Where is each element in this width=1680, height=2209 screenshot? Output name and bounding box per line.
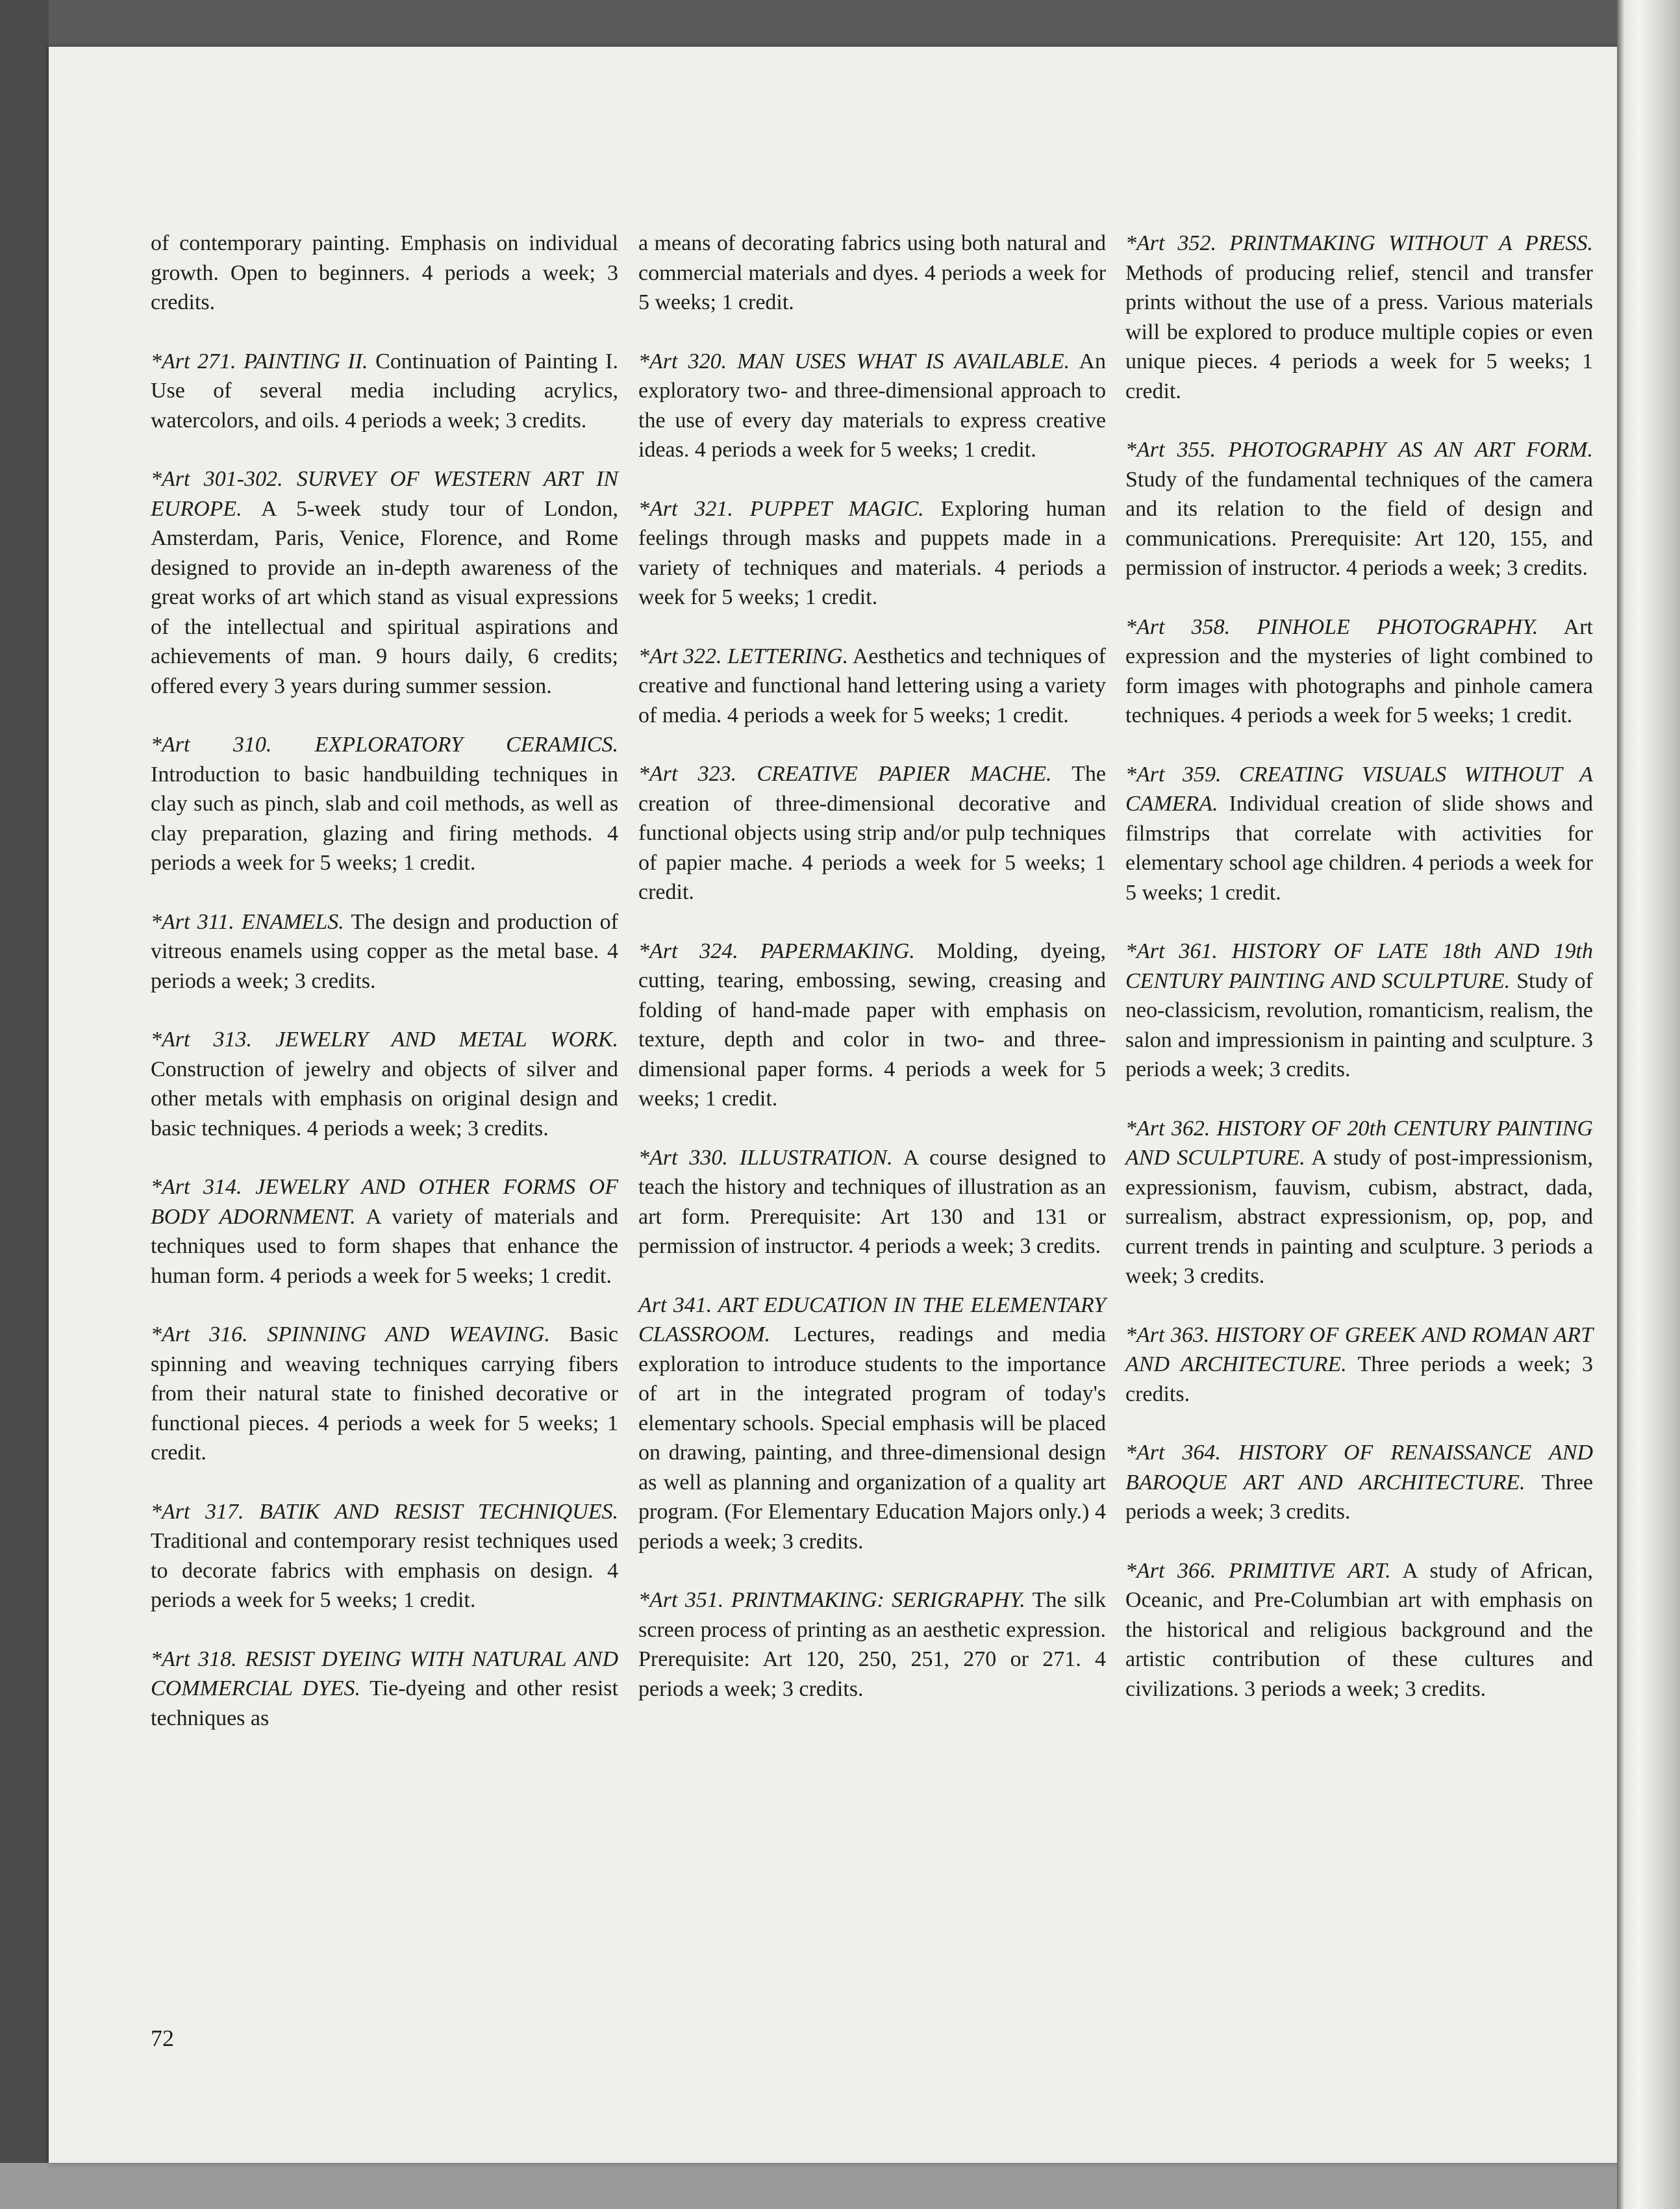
scan-background-top (0, 0, 1680, 47)
course-description: Study of neo-classicism, revolution, romanticism, realism, the salon and impressionism in painting and sculpture. 3 periods a week; 3 credits. (1125, 968, 1593, 1081)
course-title: *Art 317. BATIK AND RESIST TECHNIQUES. (151, 1499, 618, 1524)
course-entry (638, 642, 1106, 731)
course-entry (1125, 937, 1593, 1085)
course-description: a means of decorating fabrics using both natural and commercial materials and dyes. 4 periods a week for 5 weeks; 1 credit. (638, 231, 1106, 314)
course-title: *Art 318. RESIST DYEING WITH NATURAL AND COMMERCIAL DYES. (151, 1647, 618, 1700)
course-title: *Art 330. ILLUSTRATION. (638, 1145, 893, 1170)
course-title: *Art 314. JEWELRY AND OTHER FORMS OF BODY ADORNMENT. (151, 1175, 618, 1229)
course-title: *Art 320. MAN USES WHAT IS AVAILABLE. (638, 349, 1070, 373)
course-description: Study of the fundamental techniques of the camera and its relation to the field of design and communications. Prerequisite: Art 120, 155, and permission of instructor. 4 periods a week; 3 credits. (1125, 467, 1593, 580)
course-description: Three periods a week; 3 credits. (1125, 1352, 1593, 1406)
course-description: A study of African, Oceanic, and Pre-Columbian art with emphasis on the historical and religious background and the artistic contribution of these cultures and civilizations. 3 periods a week; 3 credits. (1125, 1558, 1593, 1701)
course-title: *Art 321. PUPPET MAGIC. (638, 496, 924, 521)
course-entry (151, 1172, 618, 1291)
course-description: of contemporary painting. Emphasis on individual growth. Open to beginners. 4 periods a week; 3 credits. (151, 231, 618, 314)
course-entry (638, 494, 1106, 612)
course-title: *Art 351. PRINTMAKING: SERIGRAPHY. (638, 1588, 1025, 1612)
course-entry (638, 759, 1106, 907)
course-title: *Art 366. PRIMITIVE ART. (1125, 1558, 1391, 1583)
course-description: An exploratory two- and three-dimensional approach to the use of every day materials to express creative ideas. 4 periods a week for 5 weeks; 1 credit. (638, 349, 1106, 462)
course-description: Continuation of Painting I. Use of several media including acrylics, watercolors, and oils. 4 periods a week; 3 credits. (151, 349, 618, 433)
course-entry (638, 1585, 1106, 1704)
course-description: A variety of materials and techniques used to form shapes that enhance the human form. 4 periods a week for 5 weeks; 1 credit. (151, 1204, 618, 1288)
course-title: Art 341. ART EDUCATION IN THE ELEMENTARY CLASSROOM. (638, 1293, 1106, 1346)
course-title: *Art 310. EXPLORATORY CERAMICS. (151, 733, 618, 757)
course-entry (638, 1291, 1106, 1557)
course-entry (151, 730, 618, 878)
course-title: *Art 301-302. SURVEY OF WESTERN ART IN EUROPE. (151, 467, 618, 521)
course-title: *Art 311. ENAMELS. (151, 909, 344, 934)
course-entry (638, 347, 1106, 465)
course-title: *Art 355. PHOTOGRAPHY AS AN ART FORM. (1125, 438, 1593, 462)
course-entry (1125, 1114, 1593, 1291)
course-description: Methods of producing relief, stencil and transfer prints without the use of a press. Various materials will be explored to produce multiple copies or even unique pieces. 4 periods a week for 5 weeks; 1 credit. (1125, 260, 1593, 403)
course-entry (638, 229, 1106, 318)
course-description: Basic spinning and weaving techniques carrying fibers from their natural state to finished decorative or functional pieces. 4 periods a week for 5 weeks; 1 credit. (151, 1322, 618, 1465)
page-number: 72 (151, 2025, 174, 2051)
course-entry (1125, 760, 1593, 908)
course-description: Lectures, readings and media exploration to introduce students to the importance of art in the integrated program of today's elementary schools. Special emphasis will be placed on drawing, painting, and three-dimensional design as well as planning and organization of a quality art program. (For Elementary Education Majors only.) 4 periods a week; 3 credits. (638, 1322, 1106, 1554)
course-title: *Art 323. CREATIVE PAPIER MACHE. (638, 762, 1052, 786)
course-entry (1125, 1556, 1593, 1704)
course-title: *Art 361. HISTORY OF LATE 18th AND 19th CENTURY PAINTING AND SCULPTURE. (1125, 939, 1593, 993)
course-description: Three periods a week; 3 credits. (1125, 1470, 1593, 1524)
course-entry (151, 1497, 618, 1615)
course-entry (151, 1320, 618, 1468)
scan-background-bottom (0, 2163, 1680, 2209)
text-column-3 (1125, 229, 1593, 1733)
course-title: *Art 364. HISTORY OF RENAISSANCE AND BAROQUE ART AND ARCHITECTURE. (1125, 1441, 1593, 1495)
course-entry (638, 1143, 1106, 1261)
course-title: *Art 322. LETTERING. (638, 644, 849, 668)
course-title: *Art 352. PRINTMAKING WITHOUT A PRESS. (1125, 231, 1593, 255)
text-column-1 (151, 229, 618, 1762)
scan-background-left (0, 0, 49, 2209)
course-entry (1125, 1320, 1593, 1409)
course-description: Molding, dyeing, cutting, tearing, embossing, sewing, creasing and folding of hand-made paper with emphasis on texture, depth and color in two- and three-dimensional paper forms. 4 periods a week for 5 weeks; 1 credit. (638, 939, 1106, 1111)
course-description: Tie-dyeing and other resist techniques as (151, 1676, 618, 1730)
course-title: *Art 313. JEWELRY AND METAL WORK. (151, 1028, 618, 1052)
course-description: A course designed to teach the history and techniques of illustration as an art form. Prerequisite: Art 130 and 131 or permission of instructor. 4 periods a week; 3 credits. (638, 1145, 1106, 1258)
course-description: The silk screen process of printing as an aesthetic expression. Prerequisite: Art 120, 250, 251, 270 or 271. 4 periods a week; 3 credits. (638, 1588, 1106, 1701)
course-entry (151, 229, 618, 318)
course-entry (1125, 612, 1593, 731)
course-entry (1125, 229, 1593, 406)
course-description: Aesthetics and techniques of creative and functional hand lettering using a variety of media. 4 periods a week for 5 weeks; 1 credit. (638, 644, 1106, 727)
course-description: Art expression and the mysteries of light combined to form images with photographs and pinhole camera techniques. 4 periods a week for 5 weeks; 1 credit. (1125, 614, 1593, 727)
course-title: *Art 363. HISTORY OF GREEK AND ROMAN ART AND ARCHITECTURE. (1125, 1322, 1593, 1376)
course-description: The creation of three-dimensional decorative and functional objects using strip and/or pulp techniques of papier mache. 4 periods a week for 5 weeks; 1 credit. (638, 762, 1106, 904)
course-title: *Art 324. PAPERMAKING. (638, 939, 915, 963)
course-entry (1125, 435, 1593, 583)
course-description: Introduction to basic handbuilding techniques in clay such as pinch, slab and coil methods, as well as clay preparation, glazing and firing methods. 4 periods a week for 5 weeks; 1 credit. (151, 762, 618, 875)
course-entry (151, 907, 618, 996)
course-description: Exploring human feelings through masks and puppets made in a variety of techniques and materials. 4 periods a week for 5 weeks; 1 credit. (638, 496, 1106, 609)
catalog-page (49, 47, 1620, 2163)
course-title: *Art 358. PINHOLE PHOTOGRAPHY. (1125, 614, 1538, 639)
course-description: A study of post-impressionism, expressionism, fauvism, cubism, abstract, dada, surrealism, abstract expressionism, op, pop, and current trends in painting and sculpture. 3 periods a week; 3 credits. (1125, 1146, 1593, 1288)
course-title: *Art 316. SPINNING AND WEAVING. (151, 1322, 550, 1346)
course-description: A 5-week study tour of London, Amsterdam, Paris, Venice, Florence, and Rome designed to provide an in-depth awareness of the great works of art which stand as visual expressions of the intellectual and spiritual aspirations and achievements of man. 9 hours daily, 6 credits; offered every 3 years during summer session. (151, 496, 618, 698)
course-entry (151, 1025, 618, 1143)
course-description: Individual creation of slide shows and filmstrips that correlate with activities for elementary school age children. 4 periods a week for 5 weeks; 1 credit. (1125, 792, 1593, 905)
next-page-edge (1617, 0, 1680, 2209)
course-description: Traditional and contemporary resist techniques used to decorate fabrics with emphasis on design. 4 periods a week for 5 weeks; 1 credit. (151, 1529, 618, 1612)
course-entry (1125, 1438, 1593, 1527)
course-description: The design and production of vitreous enamels using copper as the metal base. 4 periods a week; 3 credits. (151, 909, 619, 993)
course-entry (638, 937, 1106, 1114)
course-description: Construction of jewelry and objects of silver and other metals with emphasis on original design and basic techniques. 4 periods a week; 3 credits. (151, 1057, 618, 1141)
course-title: *Art 359. CREATING VISUALS WITHOUT A CAMERA. (1125, 762, 1593, 816)
course-entry (151, 347, 618, 436)
course-entry (151, 1645, 618, 1734)
course-title: *Art 362. HISTORY OF 20th CENTURY PAINTING AND SCULPTURE. (1125, 1116, 1593, 1170)
course-title: *Art 271. PAINTING II. (151, 349, 368, 373)
course-entry (151, 464, 618, 701)
text-column-2 (638, 229, 1106, 1733)
